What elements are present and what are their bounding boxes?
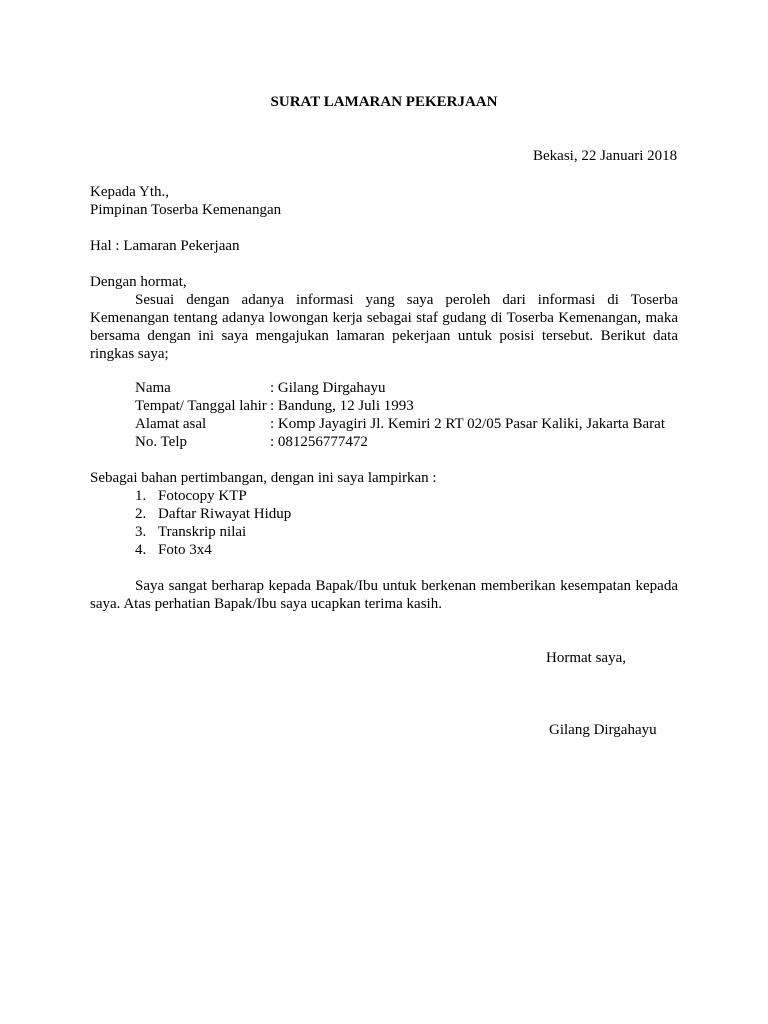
closing-greeting: Hormat saya, xyxy=(546,650,626,666)
attachments-list xyxy=(135,487,291,559)
biodata-value: : Komp Jayagiri Jl. Kemiri 2 RT 02/05 Pasar Kaliki, Jakarta Barat xyxy=(270,416,665,432)
biodata-label: Nama xyxy=(135,380,171,396)
biodata-value: : Gilang Dirgahayu xyxy=(270,380,386,396)
recipient-line-1: Kepada Yth., xyxy=(90,184,169,200)
biodata-table xyxy=(135,379,665,451)
list-item-text: Daftar Riwayat Hidup xyxy=(158,506,292,522)
opening-paragraph: Sesuai dengan adanya informasi yang saya peroleh dari informasi di Toserba Kemenangan tentang adanya lowongan kerja sebagai staf gudang di Toserba Kemenangan, maka bersama dengan ini saya mengajukan lamaran pekerjaan untuk posisi tersebut. Berikut data ringkas saya; xyxy=(90,292,678,362)
biodata-label: Tempat/ Tanggal lahir xyxy=(135,398,267,414)
biodata-value: : Bandung, 12 Juli 1993 xyxy=(270,398,414,414)
signature-name: Gilang Dirgahayu xyxy=(549,722,657,738)
letter-title: SURAT LAMARAN PEKERJAAN xyxy=(270,94,498,110)
place-date: Bekasi, 22 Januari 2018 xyxy=(533,148,678,164)
biodata-value: : 081256777472 xyxy=(270,434,368,450)
list-item-number: 1. xyxy=(135,488,147,504)
biodata-label: No. Telp xyxy=(135,434,188,450)
list-item xyxy=(135,505,291,523)
list-item-text: Foto 3x4 xyxy=(158,542,212,558)
list-item-number: 2. xyxy=(135,506,147,522)
list-item-text: Fotocopy KTP xyxy=(158,488,247,504)
salutation: Dengan hormat, xyxy=(90,274,187,290)
biodata-row-name xyxy=(135,379,665,397)
list-item xyxy=(135,523,291,541)
subject-line: Hal : Lamaran Pekerjaan xyxy=(90,238,240,254)
recipient-line-2: Pimpinan Toserba Kemenangan xyxy=(90,202,282,218)
biodata-label: Alamat asal xyxy=(135,416,207,432)
list-item-number: 4. xyxy=(135,542,147,558)
biodata-row-birth xyxy=(135,397,665,415)
list-item-number: 3. xyxy=(135,524,147,540)
biodata-row-address xyxy=(135,415,665,433)
biodata-row-phone xyxy=(135,433,665,451)
list-item-text: Transkrip nilai xyxy=(158,524,247,540)
list-item xyxy=(135,487,291,505)
closing-paragraph: Saya sangat berharap kepada Bapak/Ibu untuk berkenan memberikan kesempatan kepada saya. Atas perhatian Bapak/Ibu saya ucapkan terima kasih. xyxy=(90,578,678,612)
list-item xyxy=(135,541,291,559)
attachments-intro: Sebagai bahan pertimbangan, dengan ini saya lampirkan : xyxy=(90,470,437,486)
